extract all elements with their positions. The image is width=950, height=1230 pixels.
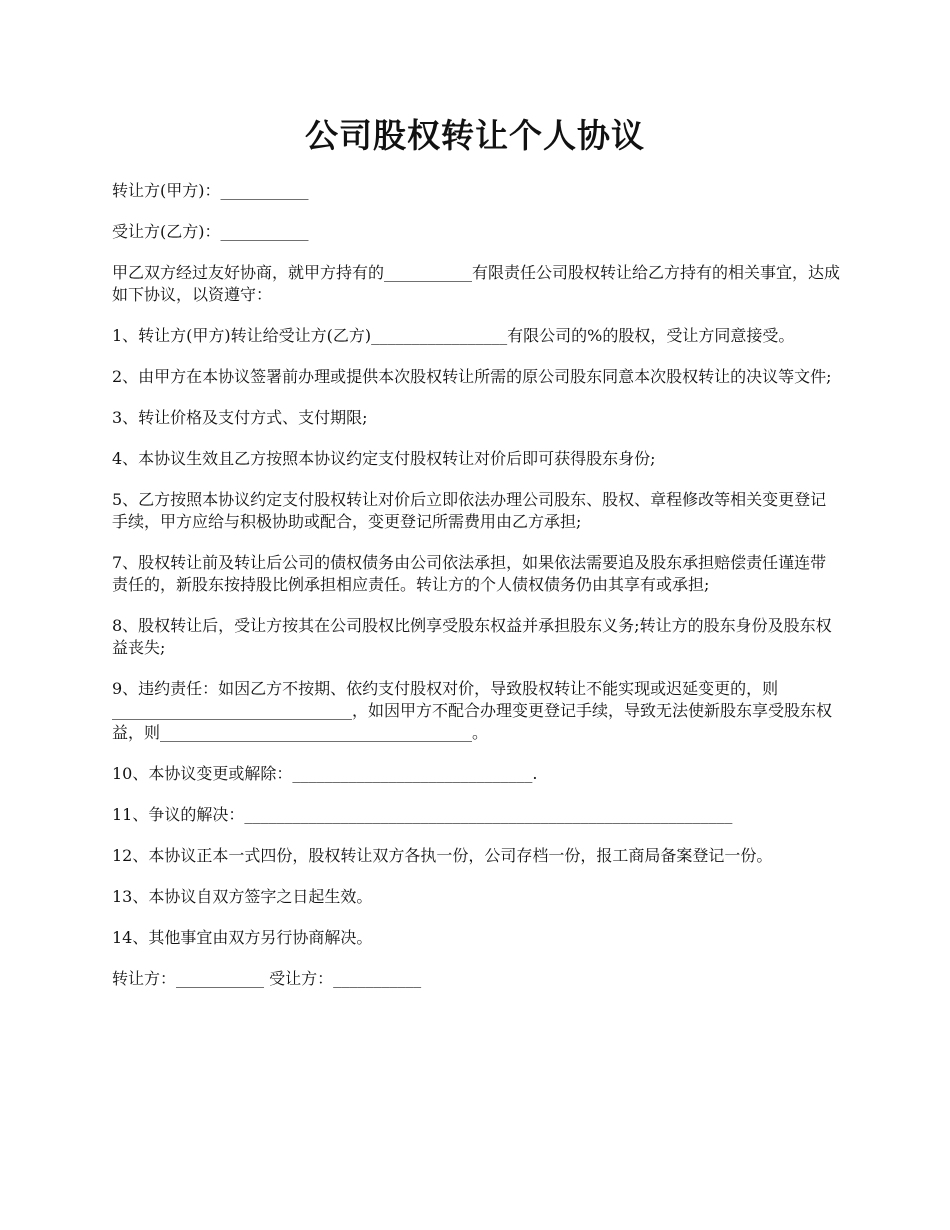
- clause-12: 12、本协议正本一式四份，股权转让双方各执一份，公司存档一份，报工商局备案登记一份。: [112, 846, 773, 865]
- clause-9: 9、违约责任：如因乙方不按期、依约支付股权对价，导致股权转让不能实现或迟延变更的，则______________________________，如因甲方不配合办理变更登记手续，导致无法使新股东享受股东权益，则_______________________________________。: [112, 679, 833, 742]
- signature-line: 转让方：___________ 受让方：___________: [112, 969, 422, 988]
- party-b-line: 受让方(乙方)：___________: [112, 222, 309, 241]
- preamble-paragraph: 甲乙双方经过友好协商，就甲方持有的___________有限责任公司股权转让给乙方持有的相关事宜，达成如下协议，以资遵守：: [112, 263, 841, 304]
- clause-3: 3、转让价格及支付方式、支付期限;: [112, 408, 368, 427]
- clause-13: 13、本协议自双方签字之日起生效。: [112, 887, 373, 906]
- document-body: [112, 180, 842, 1009]
- document-title: 公司股权转让个人协议: [305, 116, 645, 155]
- clause-10: 10、本协议变更或解除：______________________________.: [112, 764, 538, 783]
- clause-2: 2、由甲方在本协议签署前办理或提供本次股权转让所需的原公司股东同意本次股权转让的决议等文件;: [112, 367, 832, 386]
- party-a-line: 转让方(甲方)：___________: [112, 181, 309, 200]
- clause-8: 8、股权转让后，受让方按其在公司股权比例享受股东权益并承担股东义务;转让方的股东身份及股东权益丧失;: [112, 616, 832, 657]
- clause-5: 5、乙方按照本协议约定支付股权转让对价后立即依法办理公司股东、股权、章程修改等相关变更登记手续，甲方应给与积极协助或配合，变更登记所需费用由乙方承担;: [112, 490, 827, 531]
- clause-1: 1、转让方(甲方)转让给受让方(乙方)_________________有限公司的%的股权，受让方同意接受。: [112, 326, 795, 345]
- clause-14: 14、其他事宜由双方另行协商解决。: [112, 928, 373, 947]
- clause-7: 7、股权转让前及转让后公司的债权债务由公司依法承担，如果依法需要追及股东承担赔偿责任谨连带责任的，新股东按持股比例承担相应责任。转让方的个人债权债务仍由其享有或承担;: [112, 553, 827, 594]
- clause-4: 4、本协议生效且乙方按照本协议约定支付股权转让对价后即可获得股东身份;: [112, 449, 656, 468]
- clause-11: 11、争议的解决：_____________________________________________________________: [112, 805, 733, 824]
